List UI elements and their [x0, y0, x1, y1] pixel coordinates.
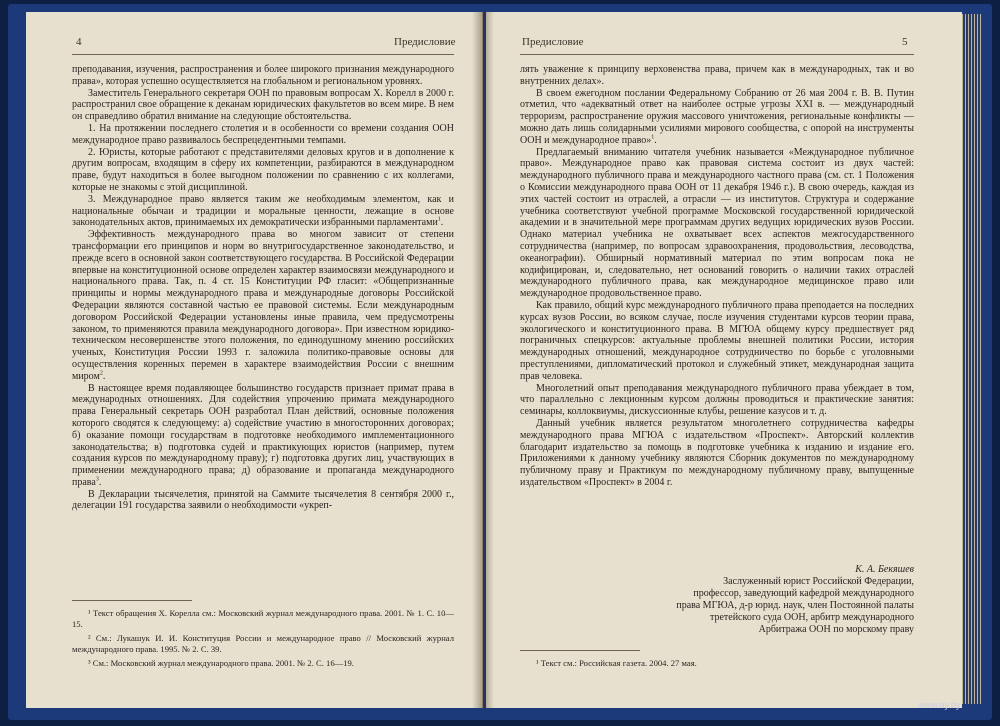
- paragraph-text: преподавания, изучения, распространения и более широкого признания международного права», которая успешно осуществляется на глобальном и региональном уровнях.: [72, 64, 454, 87]
- author-credential: Арбитража ООН по морскому праву: [758, 624, 914, 635]
- footnote: ³ См.: Московский журнал международного права. 2001. № 2. С. 16—19.: [88, 658, 354, 668]
- paragraph-text: 3. Международное право является таким же необходимым элементом, как и национальные обычаи и традиции и моральные ценности, лежащие в основе законодательных актов, принимаемых их демократически избранными парламентами: [72, 193, 454, 229]
- paragraph-text: В своем ежегодном послании Федеральному Собранию от 26 мая 2004 г. В. В. Путин отметил, что «адекватный ответ на наиболее острые угрозы XXI в. — международный терроризм, распространение оружия массового уничтожения, региональные конфликты — можно дать лишь солидарными усилиями мирового сообщества, с опорой на инструменты ООН и международное право»: [520, 87, 914, 146]
- paragraph-text: Заместитель Генерального секретаря ООН по правовым вопросам Х. Корелл в 2000 г. распространил свое обращение к деканам юридических факультетов во всем мире. В нем он справедливо обратил внимание на следующие обстоятельства.: [72, 87, 454, 123]
- paragraph: [520, 383, 914, 418]
- footnote-rule: [520, 650, 640, 651]
- paragraph-text: лять уважение к принципу верховенства права, причем как в международных, так и во внутренних делах».: [520, 64, 914, 87]
- paragraph: [520, 147, 914, 300]
- paragraph-text: 1. На протяжении последнего столетия и в особенности со времени создания ООН международное право развивалось беспрецедентными темпами.: [72, 122, 454, 146]
- footnote-marker: 1: [437, 217, 441, 224]
- paragraph-text: Многолетний опыт преподавания международного публичного права убеждает в том, что параллельно с лекционным курсом должны проводиться и практические занятия: семинары, коллоквиумы, дискуссионные клубы, решение казусов и т. д.: [520, 382, 914, 418]
- paragraph-text: Предлагаемый вниманию читателя учебник называется «Международное публичное право». Международное право как правовая система состоит из двух частей: международного публичного права и международного частного права (см. ст. 1 Положения о Комиссии международного права ООН от 11 декабря 1946 г.). В свою очередь, каждая из этих частей состоит из отраслей, а отрасли — из институтов. Структура и содержание учебника соответствуют учебной программе Московской государственной юридической академии и в значительной мере программам других ведущих юридических вузов России. Однако материал учебника не охватывает всех аспектов межгосударственного сотрудничества (например, по вопросам здравоохранения, продовольствия, лесоводства, океанографии). Обширный нормативный материал по этим вопросам пока не кодифицирован, и, следовательно, нет оснований говорить о наличии таких отраслей международного публичного права, как международное медицинское право или международное продовольственное право.: [520, 146, 914, 300]
- author-credential: профессор, заведующий кафедрой международного: [693, 588, 914, 599]
- footnote: ² См.: Лукашук И. И. Конституция России и международное право // Московский журнал международного права. 1995. № 2. С. 39.: [72, 633, 454, 654]
- paragraph-text: 2. Юристы, которые работают с представителями деловых кругов и в дополнение к другим вопросам, входящим в сферу их компетенции, разбираются в международном праве, будут находиться в более выгодном положении по сравнению с их коллегами, которые не знакомы с этой дисциплиной.: [72, 146, 454, 193]
- paragraph-text: Эффективность международного права во многом зависит от степени трансформации его принципов и норм во внутригосударственное законодательство, и прежде всего в основной закон соответствующего государства. В Российской Федерации впервые на конституционной основе определен характер взаимосвязи международного и национального права. Так, п. 4 ст. 15 Конституции РФ гласит: «Общепризнанные принципы и нормы международного права и международные договоры Российской Федерации являются составной частью ее правовой системы. Если международным договором Российской Федерации установлены иные правила, чем предусмотрены законом, то применяются правила международного договора». При известном юридико-техническом несовершенстве этого положения, по единодушному мнению российских ученых, Конституция России 1993 г. заложила политико-правовые основы для осуществления коренных перемен в характере взаимодействия России с внешним миром: [72, 229, 454, 382]
- paragraph-text: Как правило, общий курс международного публичного права преподается на последних курсах вузов России, во всяком случае, после изучения студентами курсов теории права, экологического и конституционного права. В МГЮА общему курсу предшествует ряд пограничных спецкурсов: актуальные проблемы внешней политики России, история международных отношений, международное сотрудничество по борьбе с уголовными преступлениями, дипломатический протокол и служебный этикет, международная защита прав человека.: [520, 299, 914, 382]
- running-head: Предисловие: [394, 36, 456, 48]
- author-signature: [636, 564, 914, 636]
- header-rule: [72, 54, 454, 55]
- author-credential: третейского суда ООН, арбитр международного: [709, 612, 914, 623]
- paragraph-text: В настоящее время подавляющее большинство государств признает примат права в международных отношениях. Для содействия упрочению примата международного права Генеральный секретарь ООН разработал План действий, основные положения которого сводятся к следующему: а) содействие участию в многосторонних договорах; б) оказание помощи государствам в подготовке необходимого имплементационного законодательства; в) подготовка судей и практикующих юристов (например, путем создания курсов по международному праву); г) подготовка других лиц, участвующих в применении международного права; д) образование и пропаганда международного права: [72, 382, 454, 488]
- paragraph: [72, 123, 454, 147]
- footnote-marker: 2: [99, 370, 103, 377]
- paragraph: [520, 64, 914, 88]
- footnote-marker: 3: [95, 476, 99, 483]
- left-page: [26, 12, 483, 708]
- paragraph: [72, 88, 454, 123]
- header-rule: [520, 54, 914, 55]
- author-name: К. А. Бекяшев: [855, 564, 914, 575]
- author-credential: права МГЮА, д-р юрид. наук, член Постоянной палаты: [676, 600, 914, 611]
- watermark: www.ay.by: [918, 700, 961, 710]
- page-number: 4: [76, 36, 82, 48]
- footnote-marker: 1: [651, 134, 655, 141]
- footnote-rule: [72, 600, 192, 601]
- footnote: ¹ Текст обращения Х. Корелла см.: Московский журнал международного права. 2001. № 1. С. 10—15.: [72, 608, 454, 629]
- footnote: ¹ Текст см.: Российская газета. 2004. 27 мая.: [536, 658, 697, 668]
- footnotes: [520, 658, 914, 672]
- paragraph-text: В Декларации тысячелетия, принятой на Саммите тысячелетия 8 сентября 2000 г., делегации 191 государства заявили о необходимости «укреп-: [72, 488, 454, 512]
- paragraph: [72, 64, 454, 88]
- body-text: [520, 64, 914, 489]
- author-credential: Заслуженный юрист Российской Федерации,: [723, 576, 914, 587]
- paragraph-text: Данный учебник является результатом многолетнего сотрудничества кафедры международного права МГЮА с издательством «Проспект». Авторский коллектив благодарит издательство за помощь в подготовке учебника к изданию и издание его. Приложениями к данному учебнику являются Сборник документов по международному публичному праву и Практикум по международному публичному праву, выпущенные издательством «Проспект» в 2004 г.: [520, 417, 914, 488]
- paragraph: Эффективность международного права во многом зависит от степени трансформации его принципов и норм во внутригосударственное законодательство, и прежде всего в основной закон соответствующего государства. В Российской Федерации впервые на конституционной основе определен характер взаимосвязи международного и национального права. Так, п. 4 ст. 15 Конституции РФ гласит: «Общепризнанные принципы и нормы международного права и международные договоры Российской Федерации являются составной частью ее правовой системы. Если международным договором Российской Федерации установлены иные правила, чем предусмотрены законом, то применяются правила международного договора». При известном юридико-техническом несовершенстве этого положения, по единодушному мнению российских ученых, Конституция России 1993 г. заложила политико-правовые основы для осуществления коренных перемен в характере взаимодействия России с внешним миром$^2$.: [72, 229, 454, 382]
- page-edges: [962, 14, 982, 704]
- paragraph: [520, 418, 914, 489]
- body-text: [72, 64, 454, 512]
- paragraph: 3. Международное право является таким же необходимым элементом, как и национальные обычаи и традиции и моральные ценности, лежащие в основе законодательных актов, принимаемых их демократически избранными парламентами$^1$.: [72, 193, 454, 229]
- paragraph: [520, 300, 914, 383]
- paragraph: [72, 489, 454, 513]
- paragraph: В своем ежегодном послании Федеральному Собранию от 26 мая 2004 г. В. В. Путин отметил, что «адекватный ответ на наиболее острые угрозы XXI в. — международный терроризм, распространение оружия массового уничтожения, региональные конфликты — можно дать лишь солидарными усилиями мирового сообщества, с опорой на инструменты ООН и международное право»$^1$.: [520, 87, 914, 146]
- right-page: [486, 12, 962, 708]
- page-number: 5: [902, 36, 908, 48]
- paragraph: В настоящее время подавляющее большинство государств признает примат права в международных отношениях. Для содействия упрочению примата международного права Генеральный секретарь ООН разработал План действий, основные положения которого сводятся к следующему: а) содействие участию в многосторонних договорах; б) оказание помощи государствам в подготовке необходимого имплементационного законодательства; в) подготовка судей и практикующих юристов (например, путем создания курсов по международному праву); г) подготовка других лиц, участвующих в применении международного права; д) образование и пропаганда международного права$^3$.: [72, 382, 454, 488]
- paragraph: [72, 147, 454, 194]
- footnotes: [72, 608, 454, 672]
- running-head: Предисловие: [522, 36, 584, 48]
